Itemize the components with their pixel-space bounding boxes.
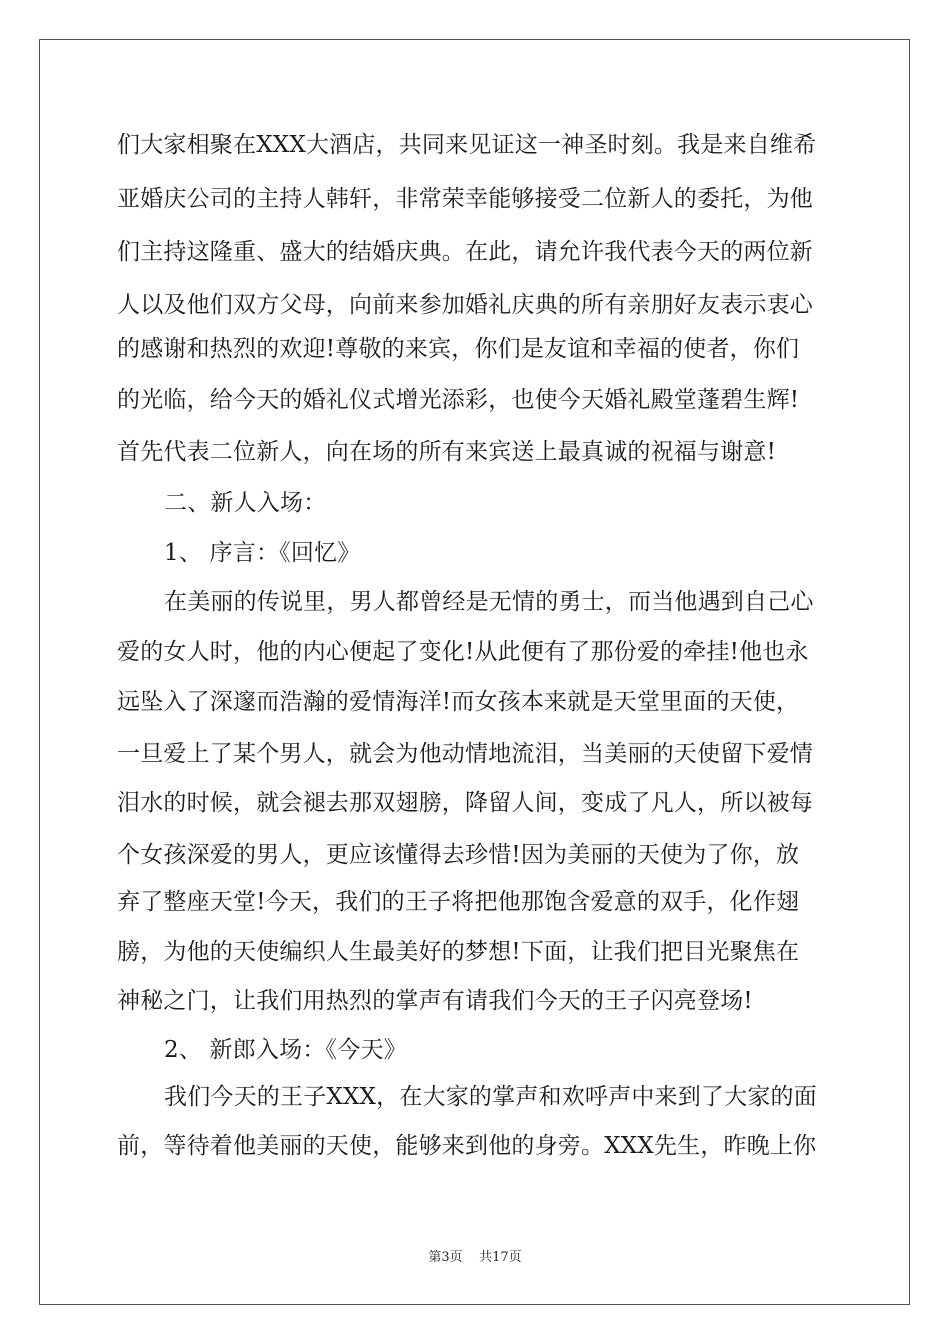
text-line: 前，等待着他美丽的天使，能够来到他的身旁。XXX先生，昨晚上你 xyxy=(117,1133,817,1159)
text-line: 人以及他们双方父母，向前来参加婚礼庆典的所有亲朋好友表示衷心 xyxy=(117,292,813,318)
section-heading: 二、新人入场： xyxy=(164,490,327,516)
page-number: 第3页 xyxy=(428,1250,463,1265)
text-line: 我们今天的王子XXX，在大家的掌声和欢呼声中来到了大家的面 xyxy=(164,1084,817,1110)
text-line: 弃了整座天堂!今天，我们的王子将把他那饱含爱意的双手，化作翅 xyxy=(117,889,800,915)
page-total: 共17页 xyxy=(479,1250,522,1265)
subsection-heading: 1、 序言：《回忆》 xyxy=(164,540,361,566)
text-line: 泪水的时候，就会褪去那双翅膀，降留人间，变成了凡人，所以被每 xyxy=(117,790,813,816)
text-line: 们大家相聚在XXX大酒店，共同来见证这一神圣时刻。我是来自维希 xyxy=(117,132,817,158)
text-line: 膀，为他的天使编织人生最美好的梦想!下面，让我们把目光聚焦在 xyxy=(117,939,800,965)
page-footer xyxy=(0,1246,950,1265)
text-line: 个女孩深爱的男人，更应该懂得去珍惜!因为美丽的天使为了你，放 xyxy=(117,842,800,868)
text-line: 远坠入了深邃而浩瀚的爱情海洋!而女孩本来就是天堂里面的天使， xyxy=(117,689,800,715)
text-line: 神秘之门，让我们用热烈的掌声有请我们今天的王子闪亮登场! xyxy=(117,988,753,1014)
text-line: 一旦爱上了某个男人，就会为他动情地流泪，当美丽的天使留下爱情 xyxy=(117,741,813,767)
text-line: 首先代表二位新人，向在场的所有来宾送上最真诚的祝福与谢意! xyxy=(117,439,777,465)
text-line: 的光临，给今天的婚礼仪式增光添彩，也使今天婚礼殿堂蓬碧生辉! xyxy=(117,387,800,413)
text-line: 爱的女人时，他的内心便起了变化!从此便有了那份爱的牵挂!他也永 xyxy=(117,639,809,665)
text-line: 在美丽的传说里，男人都曾经是无情的勇士，而当他遇到自己心 xyxy=(164,589,814,615)
text-line: 们主持这隆重、盛大的结婚庆典。在此，请允许我代表今天的两位新 xyxy=(117,239,813,265)
text-line: 亚婚庆公司的主持人韩轩，非常荣幸能够接受二位新人的委托，为他 xyxy=(117,186,813,212)
subsection-heading: 2、 新郎入场：《今天》 xyxy=(164,1037,407,1063)
text-line: 的感谢和热烈的欢迎!尊敬的来宾，你们是友谊和幸福的使者，你们 xyxy=(117,336,800,362)
page-border xyxy=(39,39,910,1305)
